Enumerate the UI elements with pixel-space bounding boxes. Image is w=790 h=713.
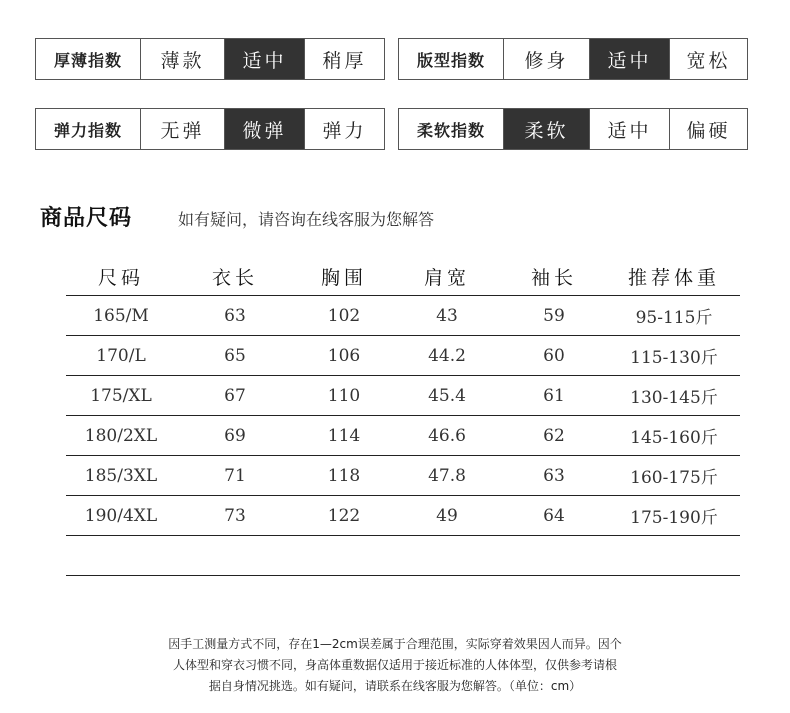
table-row: [66, 496, 740, 536]
cell-length: 71: [224, 465, 246, 486]
cell-size: 170/L: [96, 345, 146, 366]
cell-length: 67: [224, 385, 246, 406]
table-row: [66, 456, 740, 496]
footnote-line: 人体型和穿衣习惯不同，身高体重数据仅适用于接近标准的人体体型，仅供参考请根: [172, 658, 617, 672]
size-table-header: [66, 258, 740, 296]
cell-chest: 106: [327, 345, 361, 366]
cell-weight: 160-175斤: [630, 468, 718, 488]
header-size: 尺码: [97, 267, 144, 289]
header-length: 衣长: [211, 267, 258, 289]
cell-weight: 115-130斤: [630, 348, 718, 368]
cell-shoulder: 49: [436, 505, 458, 526]
fit-option-loose: 宽松: [686, 49, 731, 72]
thickness-option-thick: 稍厚: [322, 49, 367, 72]
size-table: [66, 258, 740, 576]
elasticity-index-label: 弹力指数: [36, 109, 141, 149]
cell-weight: 130-145斤: [630, 388, 718, 408]
cell-sleeve: 64: [543, 505, 565, 526]
elasticity-index: [35, 108, 385, 150]
header-sleeve: 袖长: [530, 267, 577, 289]
thickness-option-medium: 适中: [225, 39, 305, 79]
softness-option-medium: 适中: [590, 109, 670, 149]
cell-shoulder: 44.2: [428, 345, 466, 366]
cell-chest: 102: [327, 305, 361, 326]
elasticity-option-none: 无弹: [141, 109, 225, 149]
cell-sleeve: 59: [543, 305, 565, 326]
cell-sleeve: 60: [543, 345, 565, 366]
header-weight: 推荐体重: [627, 267, 720, 289]
softness-option-hard: 偏硬: [686, 119, 731, 142]
thickness-index-label: 厚薄指数: [36, 39, 141, 79]
cell-size: 185/3XL: [84, 465, 158, 486]
table-row: [66, 416, 740, 456]
cell-shoulder: 45.4: [428, 385, 466, 406]
cell-size: 180/2XL: [84, 425, 158, 446]
cell-length: 65: [224, 345, 246, 366]
cell-shoulder: 43: [436, 305, 458, 326]
fit-option-slim: 修身: [504, 39, 590, 79]
size-footnote: [100, 634, 690, 697]
cell-weight: 145-160斤: [630, 428, 718, 448]
softness-option-soft: 柔软: [504, 109, 590, 149]
cell-weight: 175-190斤: [630, 508, 718, 528]
cell-length: 69: [224, 425, 246, 446]
softness-index-label: 柔软指数: [399, 109, 504, 149]
table-row: [66, 376, 740, 416]
cell-chest: 110: [327, 385, 361, 406]
cell-size: 190/4XL: [84, 505, 158, 526]
elasticity-option-stretch: 弹力: [322, 119, 367, 142]
cell-length: 63: [224, 305, 246, 326]
table-row: [66, 296, 740, 336]
cell-chest: 118: [327, 465, 361, 486]
cell-shoulder: 47.8: [428, 465, 466, 486]
header-chest: 胸围: [320, 267, 367, 289]
elasticity-option-slight: 微弹: [225, 109, 305, 149]
thickness-option-thin: 薄款: [141, 39, 225, 79]
section-title: 商品尺码: [40, 206, 133, 231]
softness-index: [398, 108, 748, 150]
cell-size: 165/M: [93, 305, 149, 326]
thickness-index: [35, 38, 385, 80]
cell-shoulder: 46.6: [428, 425, 466, 446]
cell-weight: 95-115斤: [635, 308, 713, 328]
footnote-line: 因手工测量方式不同，存在1—2cm误差属于合理范围，实际穿着效果因人而异。因个: [168, 637, 622, 651]
section-subtitle: 如有疑问，请咨询在线客服为您解答: [178, 210, 435, 229]
cell-sleeve: 61: [543, 385, 565, 406]
cell-size: 175/XL: [90, 385, 152, 406]
table-row: [66, 336, 740, 376]
fit-option-regular: 适中: [590, 39, 670, 79]
cell-sleeve: 63: [543, 465, 565, 486]
header-shoulder: 肩宽: [423, 267, 470, 289]
cell-length: 73: [224, 505, 246, 526]
cell-sleeve: 62: [543, 425, 565, 446]
fit-index-label: 版型指数: [399, 39, 504, 79]
cell-chest: 122: [327, 505, 361, 526]
cell-chest: 114: [327, 425, 361, 446]
fit-index: [398, 38, 748, 80]
footnote-line: 据自身情况挑选。如有疑问，请联系在线客服为您解答。（单位：cm）: [208, 679, 582, 693]
table-empty-row: [66, 536, 740, 576]
